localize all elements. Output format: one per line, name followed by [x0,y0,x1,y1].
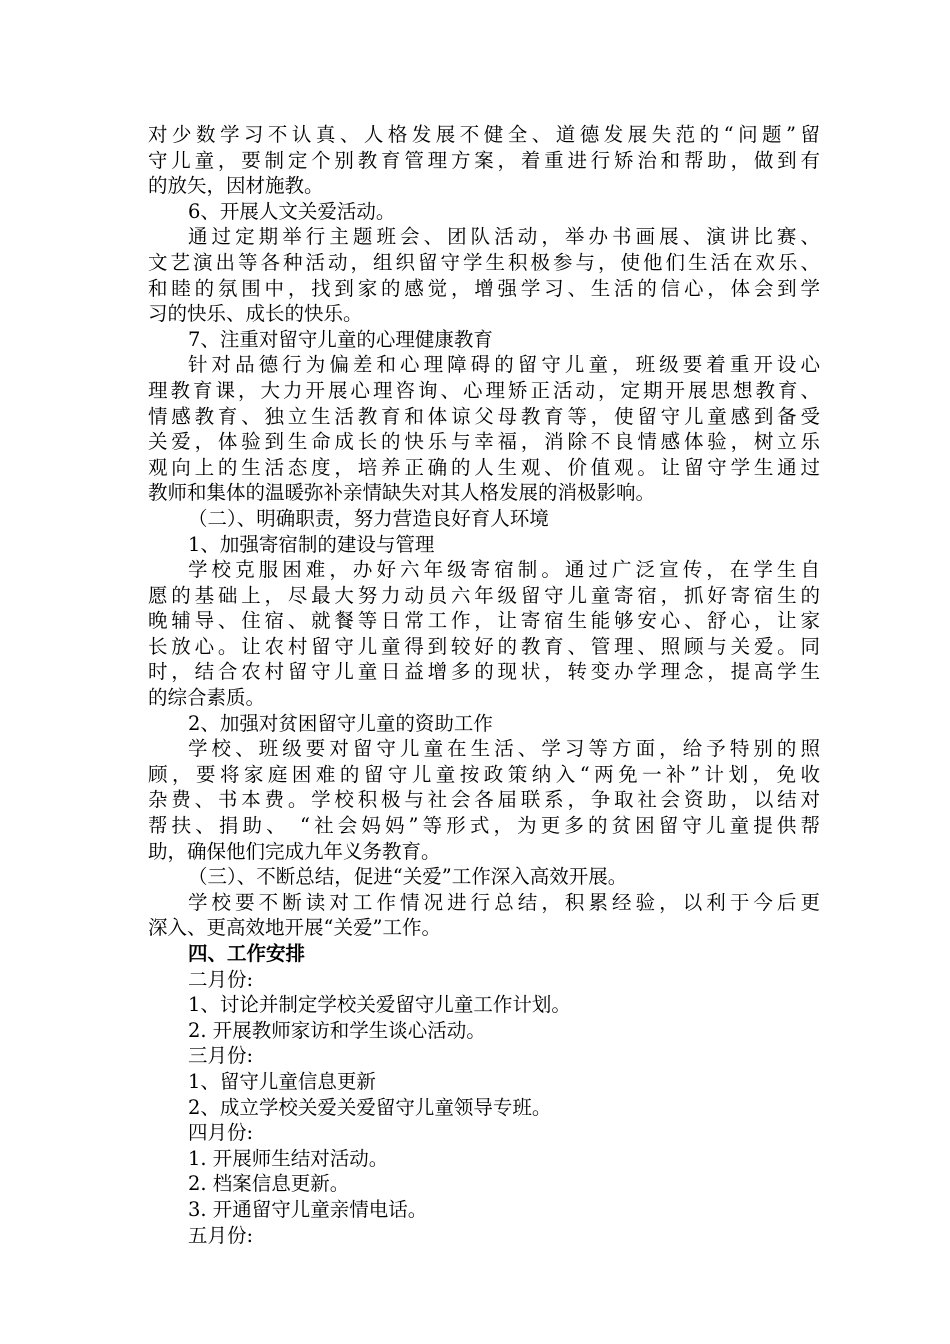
text-line: 愿的基础上，尽最大努力动员六年级留守儿童寄宿，抓好寄宿生的 [148,583,820,607]
text-line: 2. 开展教师家访和学生谈心活动。 [188,1018,486,1042]
text-line: （二）、明确职责，努力营造良好育人环境 [188,506,549,530]
text-line: 1、加强寄宿制的建设与管理 [188,532,435,556]
text-line: 针对品德行为偏差和心理障碍的留守儿童，班级要着重开设心 [188,353,820,377]
text-line: 观向上的生活态度，培养正确的人生观、价值观。让留守学生通过 [148,455,820,479]
text-line: 四月份: [188,1121,254,1145]
text-line: 顾，要将家庭困难的留守儿童按政策纳入“两免一补”计划，免收 [148,762,820,786]
text-line: 1、讨论并制定学校关爱留守儿童工作计划。 [188,993,571,1017]
text-line: 的放矢，因材施教。 [148,174,324,198]
text-line: 1. 开展师生结对活动。 [188,1146,389,1170]
text-line: 1、留守儿童信息更新 [188,1069,376,1093]
text-line: 学校要不断读对工作情况进行总结，积累经验，以利于今后更 [188,890,820,914]
text-line: 三月份: [188,1044,254,1068]
text-line: 理教育课，大力开展心理咨询、心理矫正活动，定期开展思想教育、 [148,378,820,402]
text-line: 时，结合农村留守儿童日益增多的现状，转变办学理念，提高学生 [148,660,820,684]
text-line: 学校克服困难，办好六年级寄宿制。通过广泛宣传，在学生自 [188,558,820,582]
text-line: 文艺演出等各种活动，组织留守学生积极参与，使他们生活在欢乐、 [148,250,820,274]
text-line: 长放心。让农村留守儿童得到较好的教育、管理、照顾与关爱。同 [148,634,820,658]
text-line: 帮扶、捐助、 “社会妈妈”等形式，为更多的贫困留守儿童提供帮 [148,814,820,838]
text-line: 2、加强对贫困留守儿童的资助工作 [188,711,493,735]
text-line: 情感教育、独立生活教育和体谅父母教育等，使留守儿童感到备受 [148,404,820,428]
text-line: 晚辅导、住宿、就餐等日常工作，让寄宿生能够安心、舒心，让家 [148,609,820,633]
text-line: 习的快乐、成长的快乐。 [148,302,363,326]
text-line: 学校、班级要对留守儿童在生活、学习等方面，给予特别的照 [188,737,820,761]
text-line: 守儿童，要制定个别教育管理方案，着重进行矫治和帮助，做到有 [148,148,820,172]
text-line: 2. 档案信息更新。 [188,1172,350,1196]
text-line: 7、注重对留守儿童的心理健康教育 [188,327,493,351]
text-line: 二月份: [188,967,254,991]
text-line: 通过定期举行主题班会、团队活动，举办书画展、演讲比赛、 [188,225,820,249]
text-line: 和睦的氛围中，找到家的感觉，增强学习、生活的信心，体会到学 [148,276,820,300]
text-line: 教师和集体的温暖弥补亲情缺失对其人格发展的消极影响。 [148,481,656,505]
text-line: 3. 开通留守儿童亲情电话。 [188,1197,428,1221]
text-line: 6、开展人文关爱活动。 [188,199,396,223]
text-line: 关爱，体验到生命成长的快乐与幸福，消除不良情感体验，树立乐 [148,430,820,454]
text-line: 2、成立学校关爱关爱留守儿童领导专班。 [188,1095,552,1119]
document-page [148,122,820,1248]
text-line: 的综合素质。 [148,686,266,710]
text-line: 杂费、书本费。学校积极与社会各届联系，争取社会资助，以结对 [148,788,820,812]
text-line: 助，确保他们完成九年义务教育。 [148,839,441,863]
text-line: （三）、不断总结，促进“关爱”工作深入高效开展。 [188,865,628,889]
section-heading: 四、工作安排 [188,942,306,965]
text-line: 五月份: [188,1223,254,1247]
text-line: 深入、更高效地开展“关爱”工作。 [148,916,441,940]
text-line: 对少数学习不认真、人格发展不健全、道德发展失范的“问题”留 [148,123,820,146]
